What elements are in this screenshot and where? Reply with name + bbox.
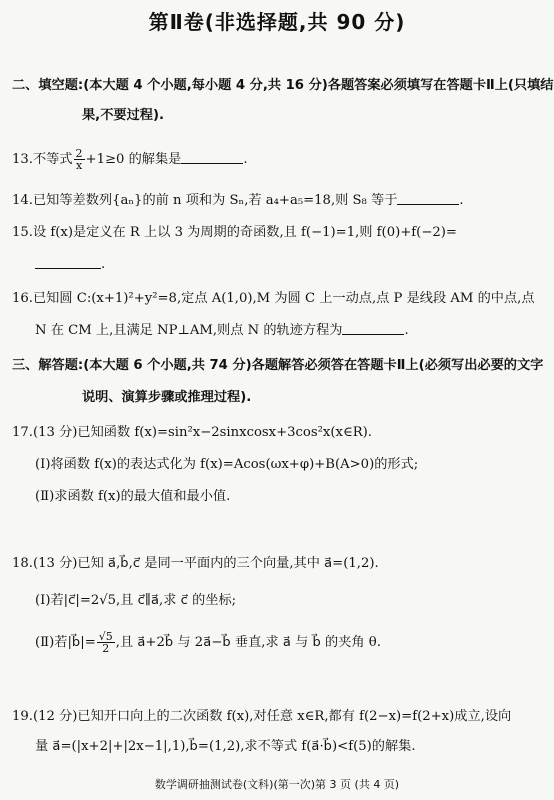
page-title: 第Ⅱ卷(非选择题,共 90 分) — [148, 10, 406, 34]
question-15-line2 — [35, 255, 105, 275]
q18-frac-den: 2 — [102, 642, 110, 655]
q13-prefix: 13.不等式 — [12, 152, 73, 167]
q16-text: N 在 CM 上,且满足 NP⊥AM,则点 N 的轨迹方程为 — [35, 323, 343, 338]
question-18-part1: (Ⅰ)若|c⃗|=2√5,且 c⃗∥a⃗,求 c⃗ 的坐标; — [35, 593, 237, 608]
q13-end: . — [243, 152, 248, 167]
question-15-line1: 15.设 f(x)是定义在 R 上以 3 为周期的奇函数,且 f(−1)=1,则 f(0)+f(−2)= — [12, 225, 457, 240]
section2-heading-line1: 二、填空题:(本大题 4 个小题,每小题 4 分,共 16 分)各题答案必须填写在答题卡Ⅱ上(只填结 — [12, 78, 554, 93]
q13-frac-num: 2 — [75, 147, 83, 160]
question-17: 17.(13 分)已知函数 f(x)=sin²x−2sinxcosx+3cos²x(x∈R). — [12, 425, 372, 440]
q16-answer-blank — [342, 322, 404, 335]
q18-frac-num: √5 — [98, 630, 113, 643]
section3-heading-line1: 三、解答题:(本大题 6 个小题,共 74 分)各题解答必须答在答题卡Ⅱ上(必须写出必要的文字 — [12, 358, 544, 373]
q15-answer-blank — [35, 256, 101, 269]
question-13 — [12, 148, 248, 171]
q16-end: . — [404, 323, 409, 338]
question-16-line1: 16.已知圆 C:(x+1)²+y²=8,定点 A(1,0),M 为圆 C 上一动点,点 P 是线段 AM 的中点,点 — [12, 291, 535, 306]
q14-answer-blank — [397, 192, 459, 205]
question-18: 18.(13 分)已知 a⃗,b⃗,c⃗ 是同一平面内的三个向量,其中 a⃗=(1,2). — [12, 556, 379, 571]
question-19-line2: 量 a⃗=(|x+2|+|2x−1|,1),b⃗=(1,2),求不等式 f(a⃗·b⃗)<f(5)的解集. — [35, 739, 416, 754]
q13-fraction — [74, 148, 85, 171]
question-17-part2: (Ⅱ)求函数 f(x)的最大值和最小值. — [35, 489, 231, 504]
question-16-line2 — [35, 321, 409, 341]
q15-end: . — [101, 257, 106, 272]
q14-text: 14.已知等差数列{aₙ}的前 n 项和为 Sₙ,若 a₄+a₅=18,则 S₈ 等于 — [12, 193, 398, 208]
page-footer: 数学调研抽测试卷(文科)(第一次)第 3 页 (共 4 页) — [154, 778, 400, 791]
q18-part2-text: ,且 a⃗+2b⃗ 与 2a⃗−b⃗ 垂直,求 a⃗ 与 b⃗ 的夹角 θ. — [115, 635, 381, 650]
question-19-line1: 19.(12 分)已知开口向上的二次函数 f(x),对任意 x∈R,都有 f(2−x)=f(2+x)成立,设向 — [12, 709, 512, 724]
question-17-part1: (Ⅰ)将函数 f(x)的表达式化为 f(x)=Acos(ωx+φ)+B(A>0)的形式; — [35, 457, 419, 472]
q18-part2-prefix: (Ⅱ)若|b⃗|= — [35, 635, 96, 650]
q13-text: +1≥0 的解集是 — [85, 152, 182, 167]
q13-frac-den: x — [75, 159, 83, 172]
q13-answer-blank — [181, 151, 243, 164]
section2-heading-line2: 果,不要过程). — [82, 108, 164, 123]
q18-fraction — [97, 631, 115, 654]
section3-heading-line2: 说明、演算步骤或推理过程). — [82, 390, 252, 405]
q14-end: . — [459, 193, 464, 208]
question-14 — [12, 191, 464, 211]
question-18-part2 — [35, 631, 381, 654]
